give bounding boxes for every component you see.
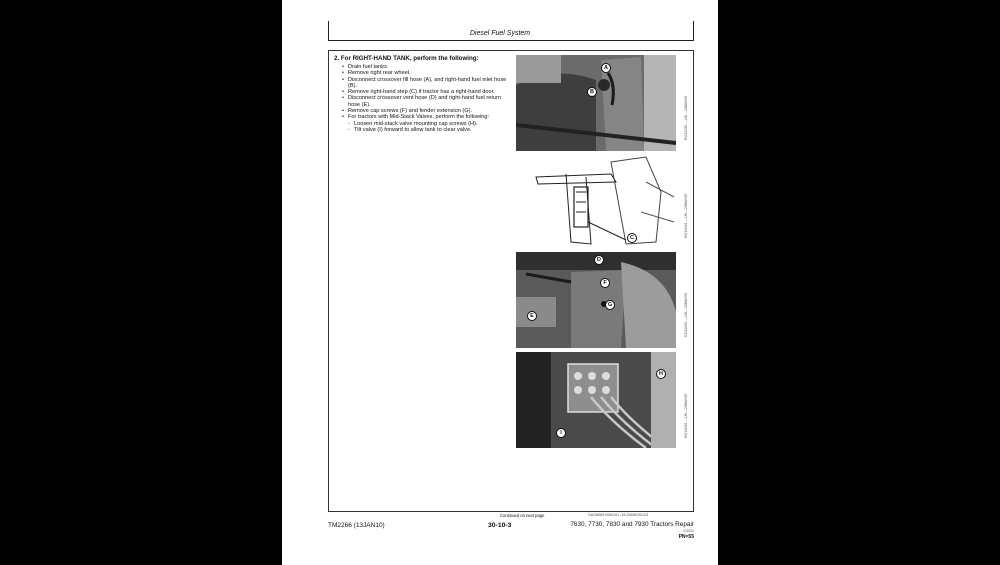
figure-fender [516,252,676,348]
manual-title: 7630, 7730, 7830 and 7930 Tractors Repair [570,521,694,528]
list-item: • Remove right-hand step (C) if tractor has a right-hand door. [342,89,512,95]
callout-g: G [605,300,615,310]
step-heading: 2. For RIGHT-HAND TANK, perform the following: [334,55,479,62]
figure-id: RG14092 —UN—20MAY05 [684,292,688,338]
figure-step [516,152,676,248]
manual-page [282,0,718,565]
sub-list-item: - Tilt valve (I) forward to allow tank to clear valve. [348,127,512,133]
callout-h: H [656,369,666,379]
list-item: • Drain fuel tanks. [342,64,512,70]
figure-id: RG14093 —UN—20MAY05 [684,393,688,439]
sub-list [348,121,512,134]
callout-b: B [587,87,597,97]
figure-id: RG14090 —UN—20MAY05 [684,95,688,141]
list-item: • Remove cap screws (F) and fender extension (G). [342,108,512,114]
manual-code: TM2266 (13JAN10) [328,522,385,529]
callout-i: I [556,428,566,438]
figure-fill-hoses [516,55,676,151]
header-rule [328,40,694,41]
pn-number: PN=55 [678,534,694,540]
continued-note: Continued on next page [500,513,545,518]
callout-f: F [600,278,610,288]
list-item: • Remove right rear wheel. [342,70,512,76]
sub-list-item: - Loosen mid-stack valve mounting cap screws (H). [348,121,512,127]
footer-date-code: 010310 [683,529,694,533]
list-item: • Disconnect crossover fill hose (A), and right-hand fuel inlet hose (B). [342,77,512,90]
callout-c: C [627,233,637,243]
callout-d: D [594,255,604,265]
step-list [342,64,512,133]
list-item: • Disconnect crossover vent hose (D) and right-hand fuel return hose (E). [342,95,512,108]
section-title: Diesel Fuel System [469,30,531,37]
figure-mid-stack-valve [516,352,676,448]
callout-a: A [601,63,611,73]
figure-id: RG14091 —UN—20MAY05 [684,193,688,239]
page-number: 30-10-3 [488,522,512,529]
list-item [342,114,512,133]
list-item-text: For tractors with Mid-Stack Valves, perform the following: [348,114,490,121]
callout-e: E [527,311,537,321]
document-code: OUO6069,0000101 -19-23MAY05-2/3 [588,513,649,517]
